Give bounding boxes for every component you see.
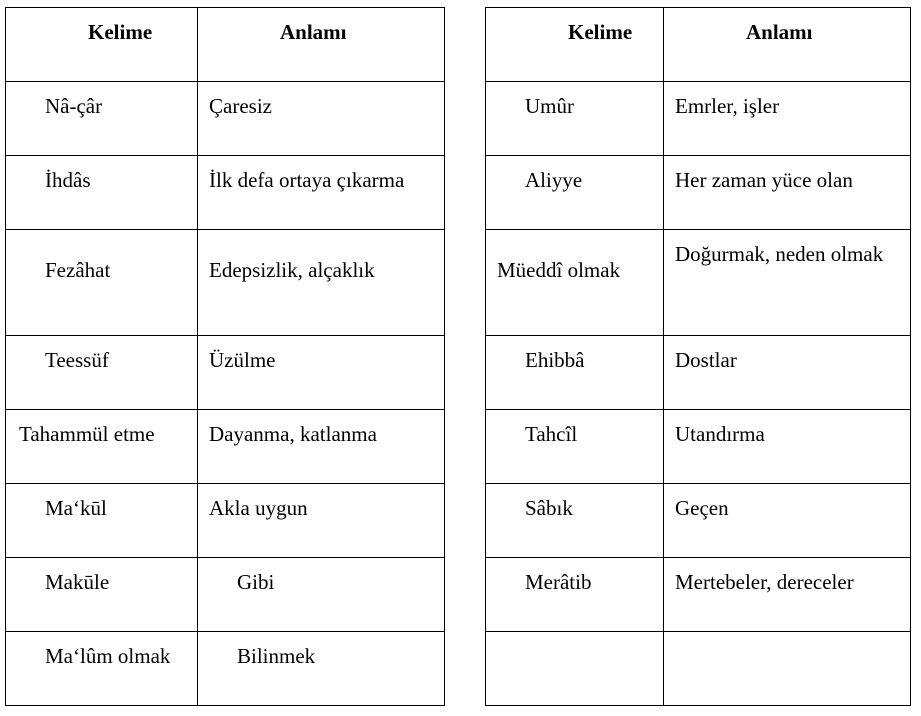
meaning-cell: Geçen [664, 484, 911, 558]
header-word: Kelime [486, 8, 664, 82]
header-word: Kelime [6, 8, 198, 82]
meaning-cell: Akla uygun [198, 484, 445, 558]
word-cell: Nâ-çâr [6, 82, 198, 156]
meaning-cell: Gibi [198, 558, 445, 632]
meaning-cell: Üzülme [198, 336, 445, 410]
table-row [486, 156, 911, 230]
word-cell: Müeddî olmak [486, 230, 664, 336]
table-row [6, 632, 445, 706]
word-cell: Sâbık [486, 484, 664, 558]
word-cell: İhdâs [6, 156, 198, 230]
table-row [6, 484, 445, 558]
word-cell: Fezâhat [6, 230, 198, 336]
meaning-cell [664, 632, 911, 706]
meaning-cell: Dostlar [664, 336, 911, 410]
header-meaning: Anlamı [198, 8, 445, 82]
table-row [486, 336, 911, 410]
word-cell [486, 632, 664, 706]
word-cell: Ma‘kūl [6, 484, 198, 558]
meaning-cell: Emrler, işler [664, 82, 911, 156]
meaning-cell: Her zaman yüce olan [664, 156, 911, 230]
meaning-cell: Utandırma [664, 410, 911, 484]
table-row [486, 230, 911, 336]
table-row [6, 82, 445, 156]
word-cell: Tahammül etme [6, 410, 198, 484]
table-row [486, 82, 911, 156]
vocabulary-table-left [5, 7, 445, 706]
word-cell: Teessüf [6, 336, 198, 410]
table-row [6, 230, 445, 336]
table-row [486, 632, 911, 706]
table-row [6, 156, 445, 230]
word-cell: Umûr [486, 82, 664, 156]
word-cell: Ma‘lûm olmak [6, 632, 198, 706]
meaning-cell: Dayanma, katlanma [198, 410, 445, 484]
word-cell: Aliyye [486, 156, 664, 230]
table-row [6, 558, 445, 632]
table-row [6, 336, 445, 410]
header-row [486, 8, 911, 82]
meaning-cell: Çaresiz [198, 82, 445, 156]
header-row [6, 8, 445, 82]
word-cell: Makūle [6, 558, 198, 632]
meaning-cell: Bilinmek [198, 632, 445, 706]
vocabulary-table-right [485, 7, 911, 706]
meaning-cell: Edepsizlik, alçaklık [198, 230, 445, 336]
table-row [6, 410, 445, 484]
table-row [486, 484, 911, 558]
word-cell: Tahcîl [486, 410, 664, 484]
header-meaning: Anlamı [664, 8, 911, 82]
word-cell: Merâtib [486, 558, 664, 632]
meaning-cell: İlk defa ortaya çıkarma [198, 156, 445, 230]
meaning-cell: Mertebeler, dereceler [664, 558, 911, 632]
word-cell: Ehibbâ [486, 336, 664, 410]
table-row [486, 558, 911, 632]
table-row [486, 410, 911, 484]
meaning-cell: Doğurmak, neden olmak [664, 230, 911, 336]
